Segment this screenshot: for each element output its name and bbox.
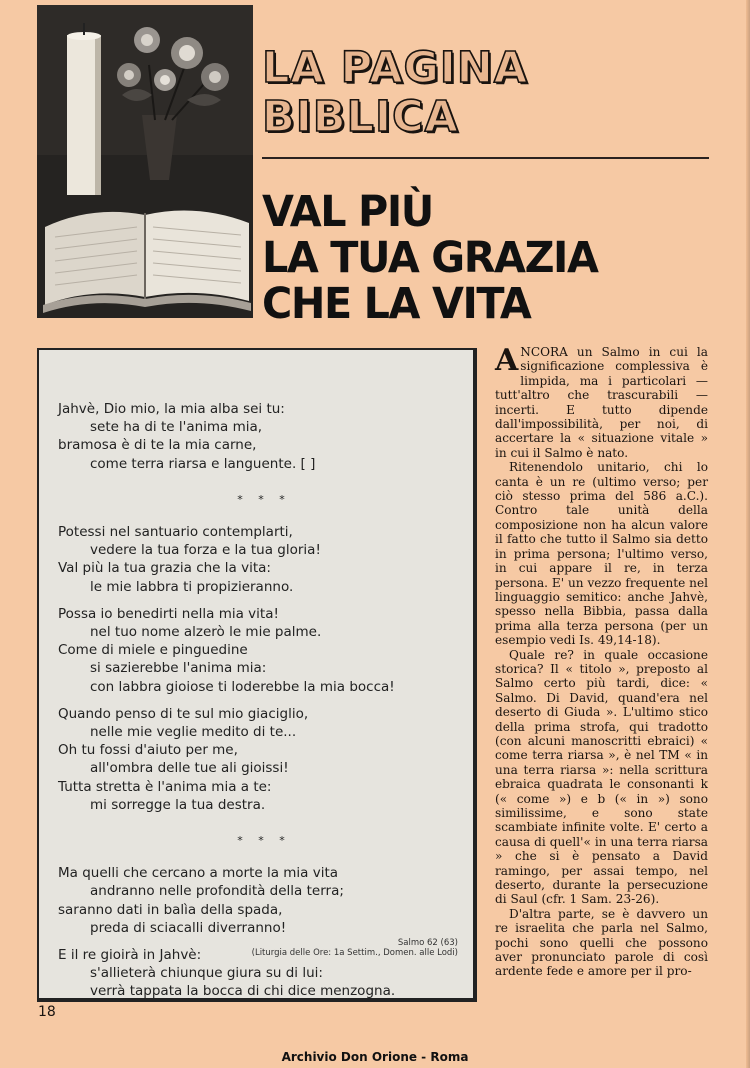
- poem-line: Jahvè, Dio mio, la mia alba sei tu:: [58, 401, 285, 417]
- poem-line: bramosa è di te la mia carne,: [58, 437, 257, 454]
- title-line: CHE LA VITA: [262, 279, 531, 329]
- header-rule: [262, 157, 709, 159]
- page-number: 18: [38, 1004, 56, 1020]
- poem-line: saranno dati in balìa della spada,: [58, 901, 283, 918]
- psalm-text: [58, 400, 470, 1001]
- poem-line: Val più la tua grazia che la vita:: [58, 560, 271, 577]
- poem-line: Come di miele e pinguedine: [58, 642, 248, 659]
- psalm-source: [150, 938, 458, 958]
- candle-bible-roses-icon: [37, 5, 253, 318]
- psalm-box: [37, 348, 477, 1002]
- paragraph-text: NCORA un Salmo in cui la significazione complessiva è limpida, ma i particolari — tutt'altro che trascurabili — incerti. E tutto dipende dall'impossibilità, per noi, di accertare la « situazione vitale » in cui il Salmo è nato.: [495, 345, 708, 460]
- article-title: [262, 189, 597, 327]
- poem-line: all'ombra delle tue ali gioissi!: [90, 760, 289, 777]
- poem-line: Oh tu fossi d'aiuto per me,: [58, 742, 238, 759]
- poem-line: verrà tappata la bocca di chi dice menzogna.: [90, 983, 396, 1000]
- poem-line: andranno nelle profondità della terra;: [90, 883, 344, 900]
- article-paragraph: Ritenendolo unitario, chi lo canta è un re (ultimo verso; per ciò stesso prima del 586 a.C.). Contro tale unità della composizione non ha alcun valore il fatto che tutto il Salmo sia detto in prima persona; l'ultimo verso, in cui appare il re, in terza persona. E' un vezzo frequente nel linguaggio semitico: anche Jahvè, spesso nella Bibbia, passa dalla prima alla terza persona (per un esempio vedi Is. 49,14-18).: [495, 460, 708, 648]
- article-paragraph: Quale re? in quale occasione storica? Il « titolo », preposto al Salmo certo più tardi, dice: « Salmo. Di David, quand'era nel deserto di Giuda ». L'ultimo stico della prima strofa, qui tradotto (con alcuni manoscritti ebraici) « come terra riarsa », è nel TM « in una terra riarsa »: nella scrittura ebraica quadrata le consonanti k (« come ») e b (« in ») sono similissime, e sono state scambiate infinite volte. E' certo a causa di quell'« in una terra riarsa » che si è pensato a David ramingo, per assai tempo, nel deserto, durante la persecuzione di Saul (cfr. 1 Sam. 23-26).: [495, 647, 708, 907]
- stanza-divider: * * *: [237, 492, 291, 506]
- candle-bible-photo: [37, 5, 253, 318]
- poem-line: s'allieterà chiunque giura su di lui:: [90, 965, 323, 982]
- poem-line: vedere la tua forza e la tua gloria!: [90, 542, 321, 559]
- poem-line: nelle mie veglie medito di te...: [90, 724, 297, 741]
- title-line: LA TUA GRAZIA: [262, 233, 598, 283]
- poem-line: Possa io benedirti nella mia vita!: [58, 605, 279, 622]
- section-kicker: [262, 44, 528, 142]
- poem-line: nel tuo nome alzerò le mie palme.: [90, 624, 322, 641]
- poem-line: preda di sciacalli diverranno!: [90, 919, 287, 936]
- article-paragraph: [495, 345, 708, 460]
- article-body: [495, 345, 708, 979]
- article-paragraph: D'altra parte, se è davvero un re israelita che parla nel Salmo, pochi sono quelli che possono aver pronunciato parole di così ardente fede e amore per il pro-: [495, 906, 708, 979]
- source-line: (Liturgia delle Ore: 1a Settim., Domen. alle Lodi): [251, 948, 458, 958]
- page-edge: [746, 0, 750, 1068]
- kicker-line: LA PAGINA: [262, 43, 529, 93]
- stanza-divider: * * *: [237, 834, 291, 848]
- poem-line: Tutta stretta è l'anima mia a te:: [58, 778, 272, 795]
- poem-line: Ma quelli che cercano a morte la mia vita: [58, 865, 339, 882]
- poem-line: sete ha di te l'anima mia,: [90, 419, 263, 436]
- title-line: VAL PIÙ: [262, 187, 433, 237]
- poem-line: come terra riarsa e languente. [ ]: [90, 455, 316, 472]
- drop-cap: A: [495, 343, 519, 378]
- kicker-line: BIBLICA: [262, 92, 459, 142]
- poem-line: si sazierebbe l'anima mia:: [90, 660, 267, 677]
- poem-line: le mie labbra ti propizieranno.: [90, 578, 294, 595]
- poem-line: Potessi nel santuario contemplarti,: [58, 524, 293, 541]
- archive-footer: Archivio Don Orione - Roma: [281, 1050, 469, 1064]
- poem-line: con labbra gioiose ti loderebbe la mia bocca!: [90, 678, 395, 695]
- poem-line: E il re gioirà in Jahvè:: [58, 947, 202, 964]
- poem-line: Quando penso di te sul mio giaciglio,: [58, 705, 309, 722]
- poem-line: mi sorregge la tua destra.: [90, 796, 266, 813]
- source-line: Salmo 62 (63): [397, 938, 458, 948]
